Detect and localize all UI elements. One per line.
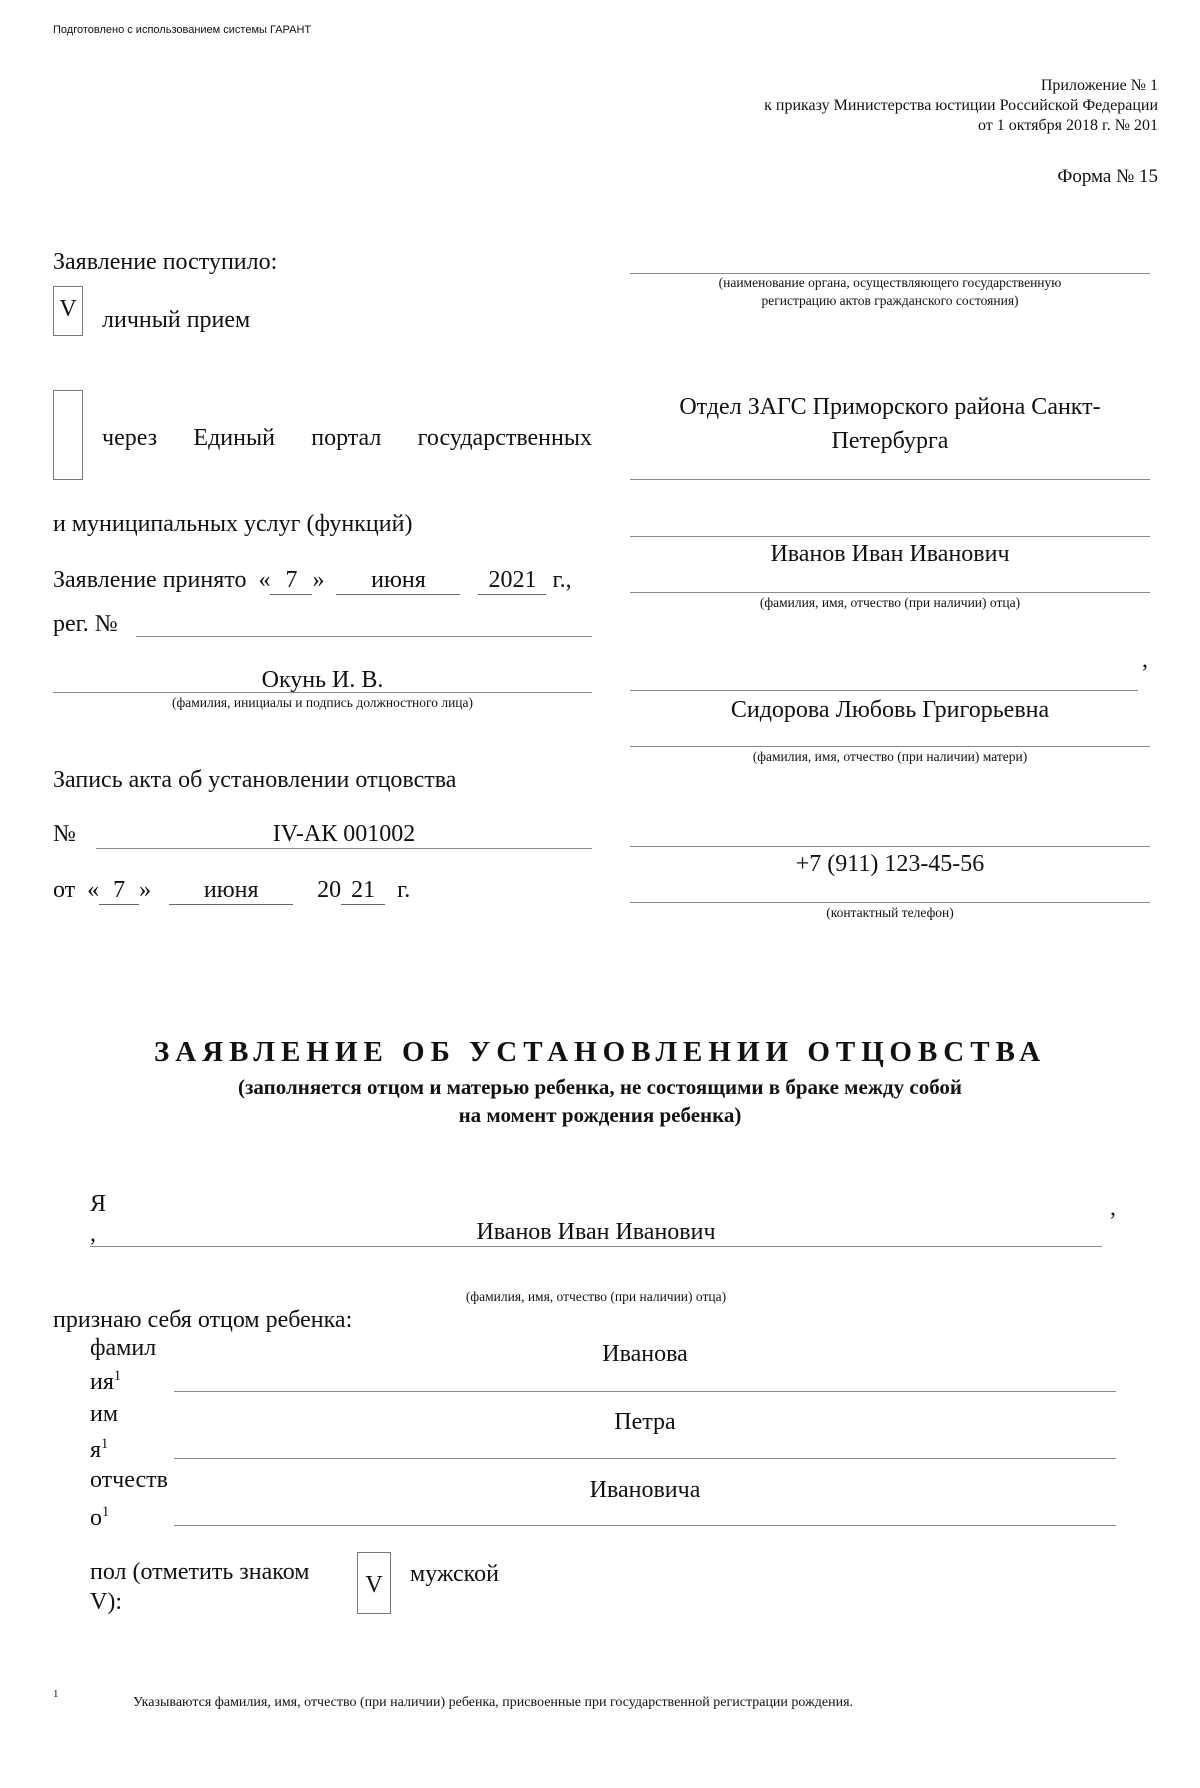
patronymic-line (174, 1525, 1116, 1526)
ya-comma: , (90, 1221, 96, 1247)
phone-line (630, 902, 1150, 903)
blank-line (630, 690, 1138, 691)
reg-no-label: рег. № (53, 611, 118, 637)
father-name-comma: , (1110, 1195, 1116, 1221)
child-surname: Иванова (602, 1341, 688, 1367)
record-year-prefix: 20 (317, 877, 342, 903)
record-day: 7 (99, 876, 139, 905)
form-number: Форма № 15 (1057, 166, 1158, 187)
accepted-prefix: Заявление принято (53, 567, 247, 593)
recognize-label: признаю себя отцом ребенка: (53, 1307, 353, 1333)
record-month: июня (169, 876, 293, 905)
surname-line (174, 1391, 1116, 1392)
sex-male-checkbox[interactable]: V (357, 1552, 391, 1614)
organ-caption-line1: (наименование органа, осуществляющего государственную (718, 275, 1062, 290)
garant-header: Подготовлено с использованием системы ГАРАНТ (53, 24, 312, 36)
record-label: Запись акта об установлении отцовства (53, 767, 457, 793)
record-date-row: от « 7 » июня 20 21 г. (53, 877, 411, 903)
surname-label-l2: $ия^1$ (90, 1368, 122, 1395)
accepted-year: 2021 (478, 566, 546, 595)
mother-line (630, 746, 1150, 747)
portal-label-line2: и муниципальных услуг (функций) (53, 511, 413, 537)
name-label-l2: $я^1$ (90, 1436, 109, 1463)
portal-label-line1: через Единый портал государственных (102, 425, 592, 451)
record-from: от (53, 877, 76, 903)
organ-name-line2: Петербурга (831, 428, 949, 454)
accepted-row: Заявление принято « 7 » июня 2021 г., (53, 567, 572, 593)
personal-label: личный прием (102, 307, 251, 333)
appendix-line1: Приложение № 1 (1040, 77, 1158, 94)
surname-label-l1: фамил (90, 1335, 157, 1361)
document-subtitle-line1: (заполняется отцом и матерью ребенка, не состоящими в браке между собой (237, 1075, 963, 1099)
accepted-month: июня (336, 566, 460, 595)
father-comma: , (1142, 647, 1148, 673)
document-title: ЗАЯВЛЕНИЕ ОБ УСТАНОВЛЕНИИ ОТЦОВСТВА (153, 1036, 1047, 1068)
accepted-year-suffix: г., (552, 567, 572, 593)
record-no: IV-АК 001002 (272, 821, 416, 847)
child-name: Петра (614, 1409, 676, 1435)
father-line (630, 592, 1150, 593)
footnote-number: 1 (53, 1688, 59, 1700)
organ-caption-line2: регистрацию актов гражданского состояния) (761, 293, 1019, 308)
sex-male-label: мужской (410, 1561, 499, 1587)
appendix-line2: к приказу Министерства юстиции Российской Федерации (764, 97, 1158, 114)
document-subtitle-line2: на момент рождения ребенка) (458, 1103, 742, 1127)
mother-name: Сидорова Любовь Григорьевна (730, 697, 1050, 723)
official-line (53, 692, 592, 693)
father-name-line (90, 1246, 1102, 1247)
ya-label: Я (90, 1191, 107, 1217)
father-name-main: Иванов Иван Иванович (476, 1219, 716, 1245)
official-caption: (фамилия, инициалы и подпись должностного лица) (171, 695, 474, 710)
record-no-label: № (53, 821, 76, 847)
phone: +7 (911) 123-45-56 (795, 851, 985, 877)
record-no-line (96, 848, 592, 849)
received-label: Заявление поступило: (53, 249, 278, 275)
record-year: 21 (341, 876, 385, 905)
patronymic-label-l1: отчеств (90, 1467, 168, 1493)
organ-name-line1: Отдел ЗАГС Приморского района Санкт- (679, 394, 1101, 420)
official-name: Окунь И. В. (261, 667, 384, 693)
father-caption-main: (фамилия, имя, отчество (при наличии) отца) (465, 1289, 727, 1304)
appendix-line3: от 1 октября 2018 г. № 201 (977, 117, 1158, 134)
reg-no-line (136, 636, 592, 637)
father-name-top: Иванов Иван Иванович (770, 541, 1010, 567)
father-caption-top: (фамилия, имя, отчество (при наличии) отца) (759, 595, 1021, 610)
accepted-day: 7 (270, 566, 312, 595)
name-label-l1: им (90, 1401, 119, 1427)
sex-label-l2: V): (90, 1589, 122, 1615)
portal-checkbox[interactable] (53, 390, 83, 480)
mother-caption: (фамилия, имя, отчество (при наличии) матери) (752, 749, 1028, 764)
phone-top-line (630, 846, 1150, 847)
personal-checkbox[interactable]: V (53, 286, 83, 336)
footnote-mark: 1 (101, 1436, 109, 1452)
father-top-line (630, 536, 1150, 537)
record-g: г. (397, 877, 411, 903)
patronymic-label-l2: $о^1$ (90, 1504, 110, 1531)
footnote-text: Указываются фамилия, имя, отчество (при наличии) ребенка, присвоенные при государственной регистрации рождения. (133, 1695, 854, 1710)
footnote-mark: 1 (113, 1368, 122, 1384)
phone-caption: (контактный телефон) (826, 905, 954, 920)
name-line (174, 1458, 1116, 1459)
organ-line (630, 479, 1150, 480)
footnote-mark: 1 (102, 1504, 110, 1520)
sex-label-l1: пол (отметить знаком (90, 1559, 310, 1585)
child-patronymic: Ивановича (589, 1477, 701, 1503)
